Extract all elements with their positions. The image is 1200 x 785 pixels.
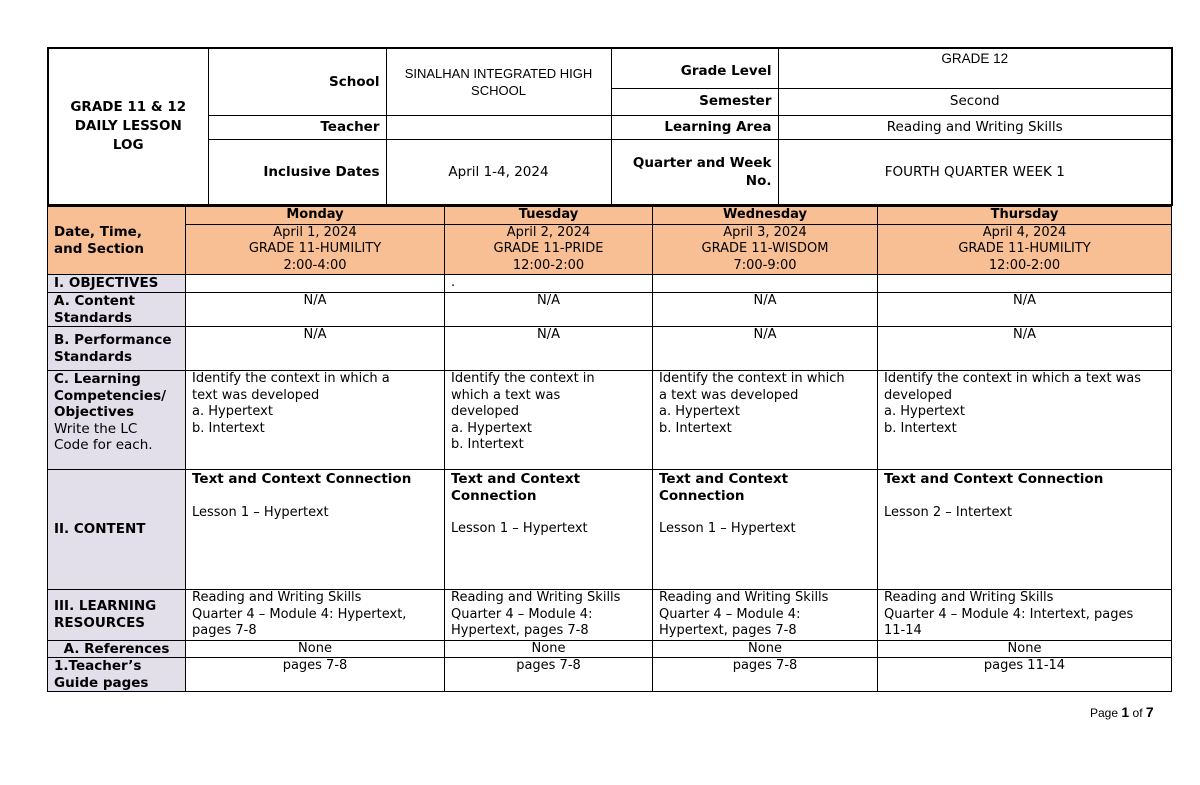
log-title: GRADE 11 & 12 DAILY LESSON LOG: [48, 48, 208, 205]
content-standards-label: A. Content Standards: [48, 293, 186, 327]
performance-standards-label: B. Performance Standards: [48, 327, 186, 371]
references-cell: None: [878, 640, 1172, 658]
inclusive-dates-label: Inclusive Dates: [208, 139, 386, 205]
content-cell: [878, 470, 1172, 590]
tuesday-schedule: [445, 224, 653, 275]
content-cell: [653, 470, 878, 590]
content-standards-cell: N/A: [445, 293, 653, 327]
page-number: [1090, 704, 1154, 720]
grade-level-label: Grade Level: [611, 48, 778, 88]
objectives-cell: [878, 275, 1172, 293]
references-cell: None: [445, 640, 653, 658]
references-cell: None: [186, 640, 445, 658]
resources-row: [48, 590, 1172, 641]
guide-pages-cell: pages 7-8: [186, 658, 445, 692]
content-title: Text and Context Connection: [659, 471, 789, 504]
quarter-week-value: FOURTH QUARTER WEEK 1: [778, 139, 1172, 205]
wednesday-section: GRADE 11-WISDOM: [701, 241, 829, 256]
day-monday: Monday: [186, 206, 445, 224]
resources-cell: Reading and Writing Skills Quarter 4 – Module 4: Hypertext, pages 7-8: [186, 590, 445, 641]
date-row: [48, 224, 1172, 275]
competency-cell: Identify the context in which a text was developed a. Hypertext b. Intertext: [653, 371, 878, 470]
lesson-table: [47, 205, 1172, 692]
thursday-date: April 4, 2024: [982, 224, 1067, 240]
performance-standards-cell: N/A: [653, 327, 878, 371]
date-time-section-label: Date, Time, and Section: [48, 206, 186, 275]
learning-area-label: Learning Area: [611, 115, 778, 139]
teacher-label: Teacher: [208, 115, 386, 139]
monday-section: GRADE 11-HUMILITY: [248, 241, 382, 256]
header-table: [47, 47, 1173, 206]
resources-cell: Reading and Writing Skills Quarter 4 – Module 4: Hypertext, pages 7-8: [653, 590, 878, 641]
page-total: 7: [1145, 704, 1154, 720]
content-label: II. CONTENT: [48, 470, 186, 590]
objectives-cell: .: [445, 275, 653, 293]
content-lesson: Lesson 1 – Hypertext: [192, 504, 329, 520]
references-label: A. References: [48, 640, 186, 658]
content-lesson: Lesson 2 – Intertext: [884, 504, 1013, 520]
guide-pages-cell: pages 11-14: [878, 658, 1172, 692]
content-cell: [445, 470, 653, 590]
content-lesson: Lesson 1 – Hypertext: [451, 521, 588, 536]
teacher-value: [386, 115, 611, 139]
performance-standards-cell: N/A: [878, 327, 1172, 371]
objectives-cell: [186, 275, 445, 293]
content-title: Text and Context Connection: [451, 471, 581, 504]
day-header-row: [48, 206, 1172, 224]
content-row: [48, 470, 1172, 590]
learning-area-value: Reading and Writing Skills: [778, 115, 1172, 139]
competencies-label: C. Learning Competencies/ Objectives Write the LC Code for each.: [48, 371, 186, 470]
tuesday-date: April 2, 2024: [506, 224, 591, 240]
content-title: Text and Context Connection: [884, 471, 1104, 487]
monday-date: April 1, 2024: [273, 224, 357, 240]
quarter-week-label: Quarter and Week No.: [611, 139, 778, 205]
guide-pages-cell: pages 7-8: [445, 658, 653, 692]
inclusive-dates-value: April 1-4, 2024: [386, 139, 611, 205]
school-label: School: [208, 48, 386, 115]
content-lesson: Lesson 1 – Hypertext: [659, 521, 796, 536]
semester-value: Second: [778, 88, 1172, 115]
content-standards-cell: N/A: [186, 293, 445, 327]
resources-cell: Reading and Writing Skills Quarter 4 – Module 4: Hypertext, pages 7-8: [445, 590, 653, 641]
day-thursday: Thursday: [878, 206, 1172, 224]
references-cell: None: [653, 640, 878, 658]
page-of: of: [1132, 706, 1143, 720]
competencies-note: Write the LC Code for each.: [54, 420, 153, 453]
objectives-row: [48, 275, 1172, 293]
wednesday-time: 7:00-9:00: [733, 257, 797, 273]
wednesday-date: April 3, 2024: [723, 224, 807, 240]
resources-label: III. LEARNING RESOURCES: [48, 590, 186, 641]
references-row: [48, 640, 1172, 658]
wednesday-schedule: [653, 224, 878, 275]
guide-pages-label: 1.Teacher’s Guide pages: [48, 658, 186, 692]
competency-cell: Identify the context in which a text was developed a. Hypertext b. Intertext: [186, 371, 445, 470]
objectives-label: I. OBJECTIVES: [48, 275, 186, 293]
competency-cell: Identify the context in which a text was developed a. Hypertext b. Intertext: [445, 371, 653, 470]
thursday-schedule: [878, 224, 1172, 275]
monday-time: 2:00-4:00: [283, 257, 347, 273]
day-wednesday: Wednesday: [653, 206, 878, 224]
school-value: SINALHAN INTEGRATED HIGH SCHOOL: [386, 48, 611, 115]
content-title: Text and Context Connection: [192, 471, 412, 487]
day-tuesday: Tuesday: [445, 206, 653, 224]
page-current: 1: [1121, 704, 1130, 720]
page-word: Page: [1090, 706, 1119, 720]
resources-cell: Reading and Writing Skills Quarter 4 – Module 4: Intertext, pages 11-14: [878, 590, 1172, 641]
tuesday-section: GRADE 11-PRIDE: [493, 241, 604, 256]
semester-label: Semester: [611, 88, 778, 115]
thursday-time: 12:00-2:00: [988, 257, 1061, 273]
content-cell: [186, 470, 445, 590]
performance-standards-row: [48, 327, 1172, 371]
guide-pages-row: [48, 658, 1172, 692]
objectives-cell: [653, 275, 878, 293]
competency-cell: Identify the context in which a text was developed a. Hypertext b. Intertext: [878, 371, 1172, 470]
grade-level-value: GRADE 12: [778, 48, 1172, 88]
content-standards-cell: N/A: [653, 293, 878, 327]
tuesday-time: 12:00-2:00: [512, 257, 585, 273]
content-standards-row: [48, 293, 1172, 327]
monday-schedule: [186, 224, 445, 275]
performance-standards-cell: N/A: [186, 327, 445, 371]
thursday-section: GRADE 11-HUMILITY: [958, 241, 1091, 256]
content-standards-cell: N/A: [878, 293, 1172, 327]
competencies-row: [48, 371, 1172, 470]
guide-pages-cell: pages 7-8: [653, 658, 878, 692]
performance-standards-cell: N/A: [445, 327, 653, 371]
